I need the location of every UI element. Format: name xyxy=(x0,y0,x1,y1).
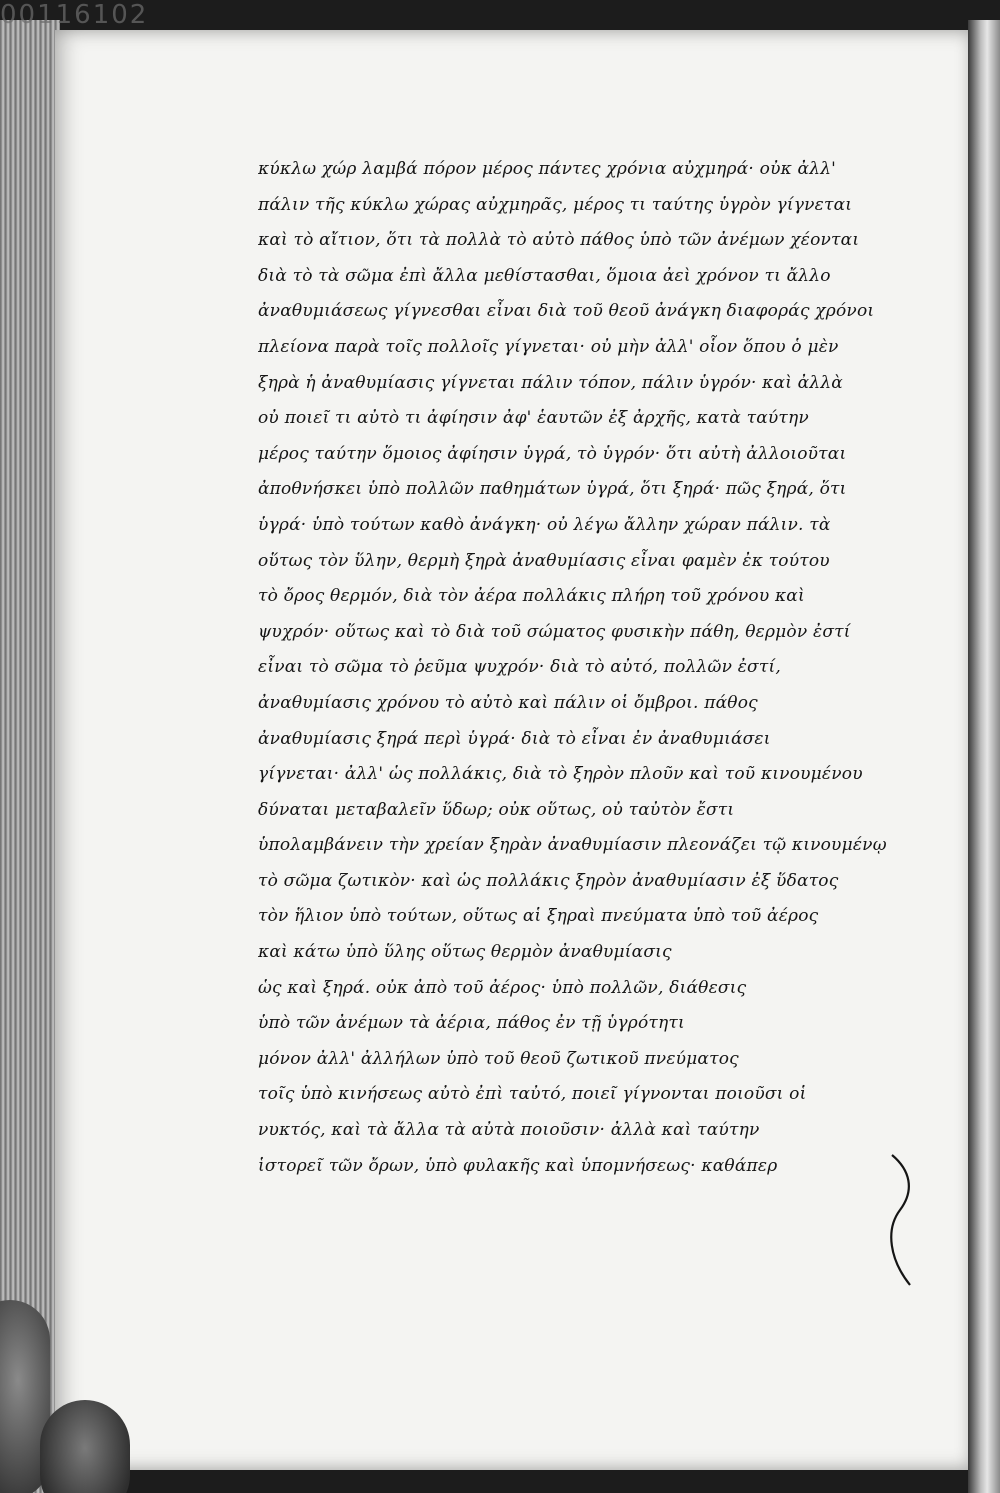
manuscript-line: ξηρὰ ἡ ἀναθυμίασις γίγνεται πάλιν τόπον, πάλιν ὑγρόν· καὶ ἀλλὰ xyxy=(258,372,843,393)
manuscript-line: οὕτως τὸν ὕλην, θερμὴ ξηρὰ ἀναθυμίασις εἶναι φαμὲν ἐκ τούτου xyxy=(258,550,830,571)
manuscript-line: οὐ ποιεῖ τι αὐτὸ τι ἀφίησιν ἀφ' ἑαυτῶν ἐξ ἀρχῆς, κατὰ ταύτην xyxy=(258,408,809,429)
manuscript-line: ψυχρόν· οὕτως καὶ τὸ διὰ τοῦ σώματος φυσικὴν πάθη, θερμὸν ἐστί xyxy=(258,621,851,642)
manuscript-line: ἀναθυμιάσεως γίγνεσθαι εἶναι διὰ τοῦ θεοῦ ἀνάγκη διαφοράς χρόνοι xyxy=(258,301,875,322)
manuscript-text xyxy=(258,152,918,1184)
manuscript-line: γίγνεται· ἀλλ' ὡς πολλάκις, διὰ τὸ ξηρὸν πλοῦν καὶ τοῦ κινουμένου xyxy=(258,764,863,785)
manuscript-line: καὶ τὸ αἴτιον, ὅτι τὰ πολλὰ τὸ αὐτὸ πάθος ὑπὸ τῶν ἀνέμων χέονται xyxy=(258,230,860,251)
book-fore-edge-right xyxy=(968,20,1000,1493)
manuscript-line: νυκτός, καὶ τὰ ἄλλα τὰ αὐτὰ ποιοῦσιν· ἀλλὰ καὶ ταύτην xyxy=(258,1120,760,1141)
manuscript-line: ὑπὸ τῶν ἀνέμων τὰ ἀέρια, πάθος ἐν τῇ ὑγρότητι xyxy=(258,1013,685,1034)
manuscript-line: τὸ ὄρος θερμόν, διὰ τὸν ἀέρα πολλάκις πλήρη τοῦ χρόνου καὶ xyxy=(258,586,805,607)
manuscript-line: κύκλω χώρ λαμβά πόρον μέρος πάντες χρόνια αὐχμηρά· οὐκ ἀλλ' xyxy=(258,159,837,179)
manuscript-line: ἱστορεῖ τῶν ὄρων, ὑπὸ φυλακῆς καὶ ὑπομνήσεως· καθάπερ xyxy=(258,1155,778,1176)
manuscript-line: ἀναθυμίασις ξηρά περὶ ὑγρά· διὰ τὸ εἶναι ἐν ἀναθυμιάσει xyxy=(258,728,771,749)
flourish-mark xyxy=(880,1150,920,1290)
manuscript-line: ὑπολαμβάνειν τὴν χρείαν ξηρὰν ἀναθυμίασιν πλεονάζει τῷ κινουμένῳ xyxy=(258,835,887,856)
manuscript-line: πάλιν τῆς κύκλω χώρας αὐχμηρᾶς, μέρος τι ταύτης ὑγρὸν γίγνεται xyxy=(258,194,853,215)
manuscript-line: τὸ σῶμα ζωτικὸν· καὶ ὡς πολλάκις ξηρὸν ἀναθυμίασιν ἐξ ὕδατος xyxy=(258,870,839,891)
manuscript-line: καὶ κάτω ὑπὸ ὕλης οὕτως θερμὸν ἀναθυμίασις xyxy=(258,942,672,963)
manuscript-line: ἀποθνήσκει ὑπὸ πολλῶν παθημάτων ὑγρά, ὅτι ξηρά· πῶς ξηρά, ὅτι xyxy=(258,479,847,500)
manuscript-line: διὰ τὸ τὰ σῶμα ἐπὶ ἄλλα μεθίστασθαι, ὅμοια ἀεὶ χρόνον τι ἄλλο xyxy=(258,265,831,286)
manuscript-line: πλείονα παρὰ τοῖς πολλοῖς γίγνεται· οὐ μὴν ἀλλ' οἷον ὅπου ὁ μὲν xyxy=(258,336,839,357)
manuscript-line: μόνον ἀλλ' ἀλλήλων ὑπὸ τοῦ θεοῦ ζωτικοῦ πνεύματος xyxy=(258,1048,739,1069)
manuscript-line: ἀναθυμίασις χρόνου τὸ αὐτὸ καὶ πάλιν οἱ ὄμβροι. πάθος xyxy=(258,692,758,713)
manuscript-line: τοῖς ὑπὸ κινήσεως αὐτὸ ἐπὶ ταὐτό, ποιεῖ γίγνονται ποιοῦσι οἱ xyxy=(258,1084,807,1105)
finger-holding-page xyxy=(40,1400,130,1493)
manuscript-line: τὸν ἥλιον ὑπὸ τούτων, οὕτως αἱ ξηραὶ πνεύματα ὑπὸ τοῦ ἀέρος xyxy=(258,906,819,927)
manuscript-line: δύναται μεταβαλεῖν ὕδωρ; οὐκ οὕτως, οὐ ταὐτὸν ἔστι xyxy=(258,799,735,820)
archive-number: 00116102 xyxy=(0,0,149,30)
manuscript-line: ὑγρά· ὑπὸ τούτων καθὸ ἀνάγκη· οὐ λέγω ἄλλην χώραν πάλιν. τὰ xyxy=(258,514,831,535)
book-fore-edge-left xyxy=(0,20,60,1493)
manuscript-line: εἶναι τὸ σῶμα τὸ ῥεῦμα ψυχρόν· διὰ τὸ αὐτό, πολλῶν ἐστί, xyxy=(258,657,781,678)
manuscript-line: ὡς καὶ ξηρά. οὐκ ἀπὸ τοῦ ἀέρος· ὑπὸ πολλῶν, διάθεσις xyxy=(258,977,747,998)
manuscript-line: μέρος ταύτην ὅμοιος ἀφίησιν ὑγρά, τὸ ὑγρόν· ὅτι αὐτὴ ἀλλοιοῦται xyxy=(258,443,847,464)
